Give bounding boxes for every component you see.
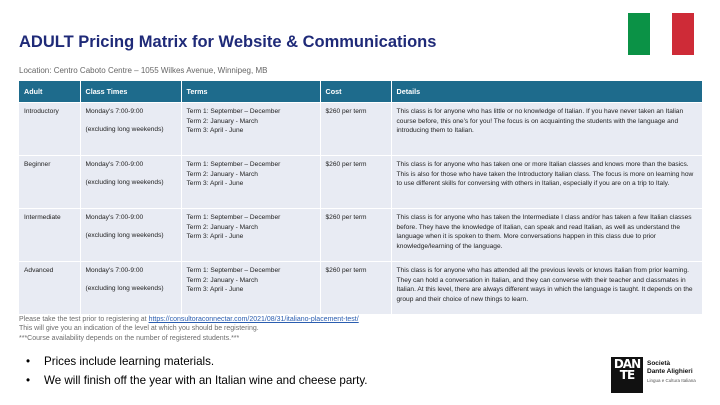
class-time: Monday's 7:00-9:00 bbox=[85, 267, 144, 274]
term-1: Term 1: September – December bbox=[186, 108, 281, 115]
term-3: Term 3: April - June bbox=[186, 233, 244, 240]
cell-terms bbox=[181, 262, 320, 315]
header-terms: Terms bbox=[181, 81, 320, 103]
note-line-1 bbox=[19, 315, 359, 324]
logo-mark-icon: DAN TE bbox=[611, 357, 643, 393]
note-prefix: Please take the test prior to registering at bbox=[19, 316, 149, 323]
header-adult: Adult bbox=[19, 81, 80, 103]
term-3: Term 3: April - June bbox=[186, 127, 244, 134]
cell-terms bbox=[181, 103, 320, 156]
cell-level: Introductory bbox=[19, 103, 80, 156]
table-row bbox=[19, 262, 702, 315]
class-time: Monday's 7:00-9:00 bbox=[85, 161, 144, 168]
cell-cost: $260 per term bbox=[320, 156, 391, 209]
term-2: Term 2: January - March bbox=[186, 170, 258, 178]
logo-subtitle: Lingua e Cultura Italiana bbox=[647, 378, 696, 383]
flag-stripe-white bbox=[650, 13, 672, 55]
header-cost: Cost bbox=[320, 81, 391, 103]
header-details: Details bbox=[391, 81, 702, 103]
bullet-text: We will finish off the year with an Italian wine and cheese party. bbox=[44, 374, 368, 387]
table-header-row bbox=[19, 81, 702, 103]
logo-name bbox=[647, 360, 693, 376]
cell-class-time bbox=[80, 209, 181, 262]
cell-class-time bbox=[80, 262, 181, 315]
cell-details: This class is for anyone who has taken the Intermediate I class and/or has taken a few Italian classes before. They have the knowledge of Italian, can speak and read Italian, as well as understand the language when it is spoken to them. More conversations happen in this class due to prior knowledge/learning of the language. bbox=[391, 209, 702, 262]
term-2: Term 2: January - March bbox=[186, 276, 258, 284]
cell-details: This class is for anyone who has little or no knowledge of Italian. If you have never taken an Italian course before, this one’s for you! The focus is on acquainting the students with the language and introducing them to Italian. bbox=[391, 103, 702, 156]
cell-level: Beginner bbox=[19, 156, 80, 209]
registration-notes bbox=[19, 315, 359, 343]
cell-class-time bbox=[80, 103, 181, 156]
cell-level: Advanced bbox=[19, 262, 80, 315]
italian-flag bbox=[628, 13, 694, 55]
header-class-times: Class Times bbox=[80, 81, 181, 103]
cell-details: This class is for anyone who has attended all the previous levels or knows Italian from prior learning. They can hold a conversation in Italian, and they can converse with their teacher and classmates in Italian. At this level, there are always different ways in which the language is taught. It depends on the group and their choice of new things to learn. bbox=[391, 262, 702, 315]
dante-alighieri-logo bbox=[611, 357, 703, 393]
class-time-note: (excluding long weekends) bbox=[85, 231, 164, 239]
bullet-text: Prices include learning materials. bbox=[44, 355, 215, 368]
cell-terms bbox=[181, 209, 320, 262]
class-time-note: (excluding long weekends) bbox=[85, 178, 164, 186]
list-item bbox=[26, 352, 368, 371]
class-time: Monday's 7:00-9:00 bbox=[85, 108, 144, 115]
logo-name-line-1: Società bbox=[647, 360, 671, 367]
bullet-list bbox=[26, 352, 368, 390]
cell-class-time bbox=[80, 156, 181, 209]
class-time: Monday's 7:00-9:00 bbox=[85, 214, 144, 221]
cell-cost: $260 per term bbox=[320, 262, 391, 315]
note-line-3: ***Course availability depends on the number of registered students.*** bbox=[19, 334, 240, 342]
logo-name-line-2: Dante Alighieri bbox=[647, 368, 693, 375]
location-text: Location: Centro Caboto Centre – 1055 Wilkes Avenue, Winnipeg, MB bbox=[19, 66, 268, 75]
table-row bbox=[19, 209, 702, 262]
term-1: Term 1: September – December bbox=[186, 161, 281, 168]
table-row bbox=[19, 156, 702, 209]
page-title: ADULT Pricing Matrix for Website & Communications bbox=[19, 33, 437, 51]
cell-terms bbox=[181, 156, 320, 209]
term-2: Term 2: January - March bbox=[186, 117, 258, 125]
placement-test-link[interactable]: https://consultoraconnectar.com/2021/08/31/italiano-placement-test/ bbox=[148, 316, 359, 323]
flag-stripe-green bbox=[628, 13, 650, 55]
note-line-2: This will give you an indication of the level at which you should be registering. bbox=[19, 325, 259, 333]
cell-cost: $260 per term bbox=[320, 209, 391, 262]
pricing-table bbox=[19, 81, 703, 314]
term-3: Term 3: April - June bbox=[186, 180, 244, 187]
term-1: Term 1: September – December bbox=[186, 267, 281, 274]
bullet-icon: • bbox=[26, 355, 31, 368]
class-time-note: (excluding long weekends) bbox=[85, 284, 164, 292]
bullet-icon: • bbox=[26, 374, 31, 387]
list-item bbox=[26, 371, 368, 390]
term-2: Term 2: January - March bbox=[186, 223, 258, 231]
flag-stripe-red bbox=[672, 13, 694, 55]
class-time-note: (excluding long weekends) bbox=[85, 125, 164, 133]
term-3: Term 3: April - June bbox=[186, 286, 244, 293]
cell-level: Intermediate bbox=[19, 209, 80, 262]
cell-cost: $260 per term bbox=[320, 103, 391, 156]
table-row bbox=[19, 103, 702, 156]
term-1: Term 1: September – December bbox=[186, 214, 281, 221]
cell-details: This class is for anyone who has taken one or more Italian classes and knows more than the basics. This is also for those who have taken the Introductory Italian class. The focus is more on learning how to use different skills for conversing with others in Italian, especially if you are on a trip to Italy. bbox=[391, 156, 702, 209]
